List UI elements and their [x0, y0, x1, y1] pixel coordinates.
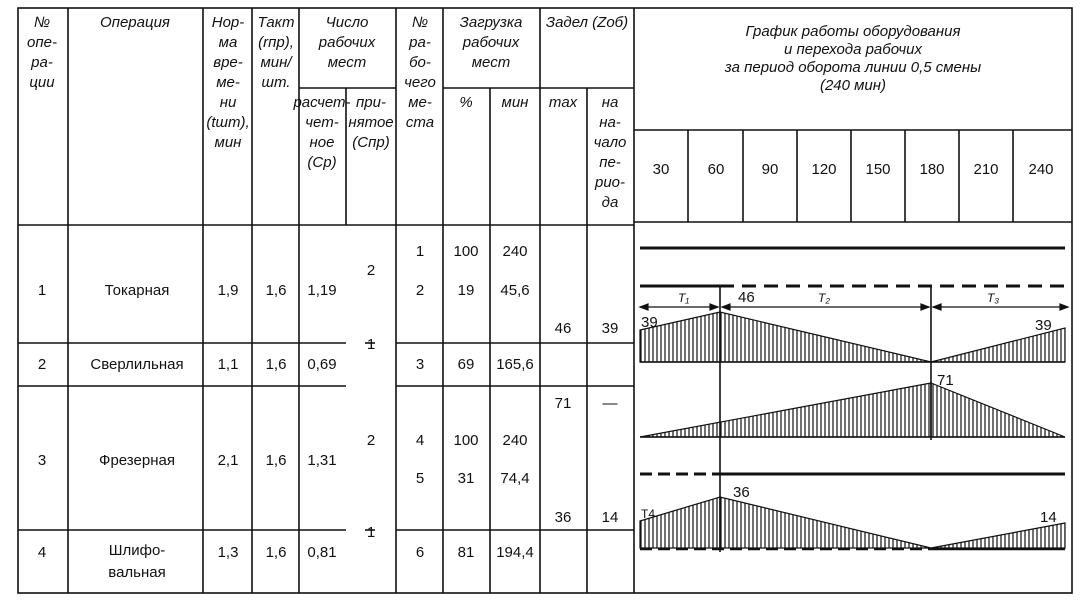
header-worker-no-5: ме- [408, 94, 432, 111]
op-norm: 1,1 [217, 356, 239, 373]
header-workplaces-3: мест [327, 54, 367, 71]
op-accepted: 2 [366, 432, 376, 449]
zadel-area-2b [931, 383, 1065, 437]
op-accepted: 1 [366, 524, 376, 541]
tick-30: 30 [652, 161, 670, 178]
tick-210: 210 [973, 161, 999, 178]
wp-pct-1: 100 [453, 243, 479, 260]
wp-no-4: 4 [415, 432, 425, 449]
label-39a: 39 [641, 314, 658, 331]
header-calc [292, 94, 350, 171]
wp-pct-3: 69 [457, 356, 475, 373]
op-calc: 0,69 [307, 356, 337, 373]
header-norm-7: мин [214, 134, 242, 151]
header-zadel-start-6: да [601, 194, 619, 211]
header-accepted-3: (Спр) [352, 134, 390, 151]
op-name-2: вальная [108, 564, 166, 581]
wp-pct-5: 31 [457, 470, 475, 487]
row-operation-4 [38, 524, 375, 581]
row-operation-2 [38, 336, 375, 373]
row-operation-3 [38, 432, 375, 469]
header-graph-1: График работы оборудования [745, 23, 961, 40]
label-36: 36 [733, 484, 750, 501]
label-71: 71 [937, 372, 954, 389]
header-zadel-start-5: рио- [594, 174, 626, 191]
label-T2: T₂ [818, 291, 830, 305]
op-name: Фрезерная [99, 452, 175, 469]
header-accepted [348, 94, 393, 151]
label-14: 14 [1040, 509, 1057, 526]
header-load-2: рабочих [462, 34, 520, 51]
header-op-no-2: опе- [27, 34, 57, 51]
wp-min-1: 240 [502, 243, 528, 260]
zadel-start-2: — [602, 395, 618, 412]
header-zadel-start-3: чало [593, 134, 627, 151]
header-graph-2: и перехода рабочих [783, 41, 923, 58]
wp-pct-4: 100 [453, 432, 479, 449]
header-load-1: Загрузка [459, 14, 523, 31]
op-takt: 1,6 [265, 282, 287, 299]
wp-min-2: 45,6 [500, 282, 530, 299]
header-zadel-start-1: на [601, 94, 619, 111]
label-46: 46 [738, 289, 755, 306]
header-norm-5: ни [219, 94, 237, 111]
tick-120: 120 [811, 161, 837, 178]
wp-min-6: 194,4 [496, 544, 534, 561]
graph-ticks [653, 161, 1054, 178]
zadel-area-3a [640, 497, 720, 548]
wp-no-6: 6 [415, 544, 425, 561]
wp-min-5: 74,4 [500, 470, 530, 487]
wp-min-4: 240 [502, 432, 528, 449]
zadel-max-3: 36 [554, 509, 572, 526]
wp-no-2: 2 [415, 282, 425, 299]
tick-60: 60 [707, 161, 725, 178]
header-operation: Операция [100, 14, 170, 31]
header-takt-3: мин/ [260, 54, 292, 71]
header-zadel-start-4: пе- [599, 154, 621, 171]
zadel-start-3: 14 [601, 509, 619, 526]
zadel-area-3b [720, 497, 931, 548]
tick-180: 180 [919, 161, 945, 178]
op-name: Шлифо- [108, 542, 166, 559]
header-calc-2: чет- [305, 114, 339, 131]
header-calc-3: ное [309, 134, 335, 151]
op-no: 1 [37, 282, 47, 299]
header-workplaces-1: Число [325, 14, 369, 31]
zadel-area-1b [720, 312, 931, 362]
label-T3: T₃ [987, 291, 1000, 305]
header-accepted-2: нятое [348, 114, 394, 131]
zadel-start-1: 39 [601, 320, 619, 337]
wp-pct-2: 19 [457, 282, 475, 299]
wp-pct-6: 81 [457, 544, 475, 561]
zadel-max-2: 71 [554, 395, 572, 412]
header-load [459, 14, 528, 111]
label-T1: T₁ [678, 291, 690, 305]
op-norm: 1,3 [217, 544, 239, 561]
header-workplaces [318, 14, 376, 71]
op-takt: 1,6 [265, 452, 287, 469]
op-name: Токарная [104, 282, 170, 299]
op-takt: 1,6 [265, 356, 287, 373]
op-no: 4 [37, 544, 47, 561]
header-takt [258, 14, 295, 91]
op-calc: 0,81 [307, 544, 337, 561]
op-no: 2 [37, 356, 47, 373]
op-norm: 2,1 [217, 452, 239, 469]
header-load-3: мест [471, 54, 511, 71]
tick-90: 90 [761, 161, 779, 178]
header-op-no-1: № [33, 14, 51, 31]
header-norm [206, 14, 249, 151]
op-norm: 1,9 [217, 282, 239, 299]
header-workplaces-2: рабочих [318, 34, 376, 51]
header-op-no-4: ции [29, 74, 55, 91]
wp-no-1: 1 [415, 243, 425, 260]
header-accepted-1: при- [356, 94, 386, 111]
header-graph-4: (240 мин) [819, 77, 887, 94]
zadel-area-3c [931, 523, 1065, 548]
op-accepted: 1 [366, 336, 376, 353]
zadel-max-1: 46 [554, 320, 572, 337]
header-norm-4: ме- [216, 74, 240, 91]
op-calc: 1,31 [307, 452, 337, 469]
op-name: Сверлильная [90, 356, 184, 373]
header-worker-no-4: чего [404, 74, 436, 91]
row-operation-1 [38, 262, 375, 299]
header-op-no-3: ра- [31, 54, 53, 71]
header-graph [724, 23, 981, 94]
zadel-area-2a [640, 383, 931, 437]
wp-no-3: 3 [415, 356, 425, 373]
op-calc: 1,19 [307, 282, 337, 299]
label-39b: 39 [1035, 317, 1052, 334]
graph-period-arrows [640, 304, 1068, 310]
tick-240: 240 [1028, 161, 1054, 178]
op-no: 3 [37, 452, 47, 469]
label-T4: T4 [641, 507, 656, 521]
header-zadel-max: max [548, 94, 578, 111]
op-takt: 1,6 [265, 544, 287, 561]
header-calc-4: (Ср) [307, 154, 337, 171]
header-load-pct: % [459, 94, 473, 111]
header-worker-no-3: бо- [409, 54, 431, 71]
header-norm-1: Нор- [211, 14, 245, 31]
header-op-no [27, 14, 57, 91]
header-zadel-start-2: на- [599, 114, 621, 131]
work-graph [640, 248, 1068, 552]
header-takt-4: шт. [261, 74, 291, 91]
header-norm-6: (tшт), [206, 114, 250, 131]
tick-150: 150 [865, 161, 891, 178]
op-accepted: 2 [366, 262, 376, 279]
header-takt-1: Такт [257, 14, 295, 31]
header-norm-2: ма [218, 34, 238, 51]
header-worker-no [404, 14, 436, 131]
header-calc-1: расчет- [293, 94, 351, 111]
workplace-rows [416, 243, 534, 561]
table-grid [18, 8, 1072, 593]
wp-min-3: 165,6 [496, 356, 534, 373]
header-zadel-title: Задел (Zоб) [545, 14, 629, 31]
header-worker-no-1: № [411, 14, 429, 31]
header-takt-2: (rпр), [258, 34, 294, 51]
header-graph-3: за период оборота линии 0,5 смены [724, 59, 982, 76]
wp-no-5: 5 [415, 470, 425, 487]
header-worker-no-6: ста [405, 114, 435, 131]
header-norm-3: вре- [213, 54, 243, 71]
header-worker-no-2: ра- [409, 34, 431, 51]
header-load-min: мин [501, 94, 529, 111]
